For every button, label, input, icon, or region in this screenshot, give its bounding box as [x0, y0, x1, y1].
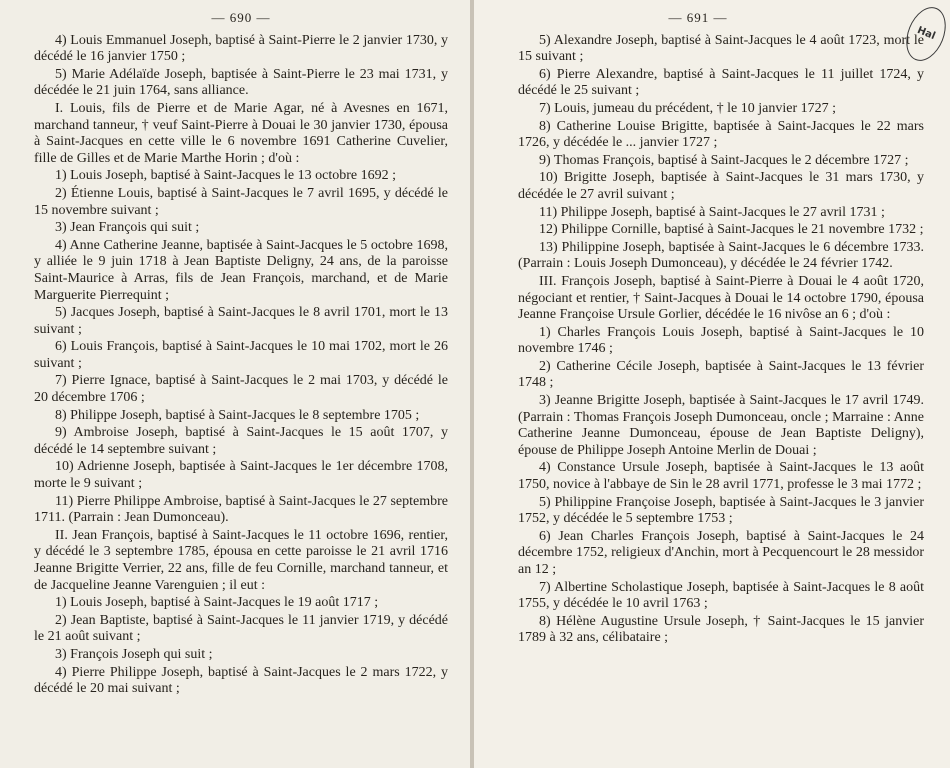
paragraph: 5) Jacques Joseph, baptisé à Saint-Jacques le 8 avril 1701, mort le 13 suivant ;: [34, 305, 448, 337]
paragraph: 10) Adrienne Joseph, baptisée à Saint-Jacques le 1er décembre 1708, morte le 9 suivant ;: [34, 459, 448, 492]
page-number-right: — 691 —: [668, 10, 728, 25]
paragraph: 2) Jean Baptiste, baptisé à Saint-Jacques le 11 janvier 1719, y décédé le 21 août suivant ;: [34, 612, 448, 645]
paragraph: 1) Louis Joseph, baptisé à Saint-Jacques le 13 octobre 1692 ;: [55, 168, 396, 184]
paragraph: 3) Jeanne Brigitte Joseph, baptisée à Saint-Jacques le 17 avril 1749. (Parrain : Thomas François Joseph Dumonceau, oncle ; Marraine : Anne Catherine Jeanne Dumonceau, épouse de Jean Baptiste Deligny), épouse de Philippe Joseph Antoine Merlin de Douai ;: [518, 393, 924, 458]
paragraph: 6) Louis François, baptisé à Saint-Jacques le 10 mai 1702, mort le 26 suivant ;: [34, 339, 448, 371]
page-number-left: — 690 —: [211, 10, 271, 25]
paragraph: 5) Marie Adélaïde Joseph, baptisée à Saint-Pierre le 23 mai 1731, y décédée le 21 juin 1764, sans alliance.: [34, 66, 448, 99]
paragraph: 5) Philippine Françoise Joseph, baptisée à Saint-Jacques le 3 janvier 1752, y décédée le 5 septembre 1753 ;: [518, 494, 924, 527]
paragraph: 13) Philippine Joseph, baptisée à Saint-Jacques le 6 décembre 1733. (Parrain : Louis Joseph Dumonceau), y décédée le 24 février 1742.: [518, 239, 924, 272]
paragraph: 4) Anne Catherine Jeanne, baptisée à Saint-Jacques le 5 octobre 1698, y alliée le 9 juin 1718 à Jean Baptiste Deligny, 24 ans, de la paroisse Saint-Maurice à Arras, fils de Jean François, marchand, et de Marie Marguerite Pierrequint ;: [34, 237, 448, 303]
paragraph: 6) Pierre Alexandre, baptisé à Saint-Jacques le 11 juillet 1724, y décédé le 25 suivant ;: [518, 66, 924, 99]
paragraph: 8) Hélène Augustine Ursule Joseph, † Saint-Jacques le 15 janvier 1789 à 32 ans, célibataire ;: [518, 613, 924, 646]
right-page: [474, 0, 950, 768]
paragraph: 5) Alexandre Joseph, baptisé à Saint-Jacques le 4 août 1723, mort le 15 suivant ;: [518, 32, 924, 65]
paragraph: 7) Louis, jumeau du précédent, † le 10 janvier 1727 ;: [539, 100, 837, 116]
paragraph: 3) François Joseph qui suit ;: [55, 646, 213, 662]
paragraph: 11) Pierre Philippe Ambroise, baptisé à Saint-Jacques le 27 septembre 1711. (Parrain : Jean Dumonceau).: [34, 493, 448, 526]
paragraph: 1) Louis Joseph, baptisé à Saint-Jacques le 19 août 1717 ;: [55, 595, 379, 611]
paragraph: III. François Joseph, baptisé à Saint-Pierre à Douai le 4 août 1720, négociant et rentier, † Saint-Jacques à Douai le 14 octobre 1790, épousa Jeanne Françoise Ursule Gorlier, décédée le 16 nivôse an 6 ; d'où :: [518, 273, 924, 323]
paragraph: 9) Thomas François, baptisé à Saint-Jacques le 2 décembre 1727 ;: [539, 152, 909, 168]
paragraph: I. Louis, fils de Pierre et de Marie Agar, né à Avesnes en 1671, marchand tanneur, † veuf Saint-Pierre à Douai le 30 janvier 1730, épousa à Saint-Jacques en cette ville le 6 novembre 1691 Catherine Cuvelier, fille de Gilles et de Marie Marthe Horin ; d'où :: [34, 100, 448, 166]
paragraph: 4) Louis Emmanuel Joseph, baptisé à Saint-Pierre le 2 janvier 1730, y décédé le 16 janvier 1750 ;: [34, 32, 448, 65]
paragraph: 2) Catherine Cécile Joseph, baptisée à Saint-Jacques le 13 février 1748 ;: [518, 358, 924, 391]
paragraph: 9) Ambroise Joseph, baptisé à Saint-Jacques le 15 août 1707, y décédé le 14 septembre suivant ;: [34, 425, 448, 457]
left-page: [0, 0, 470, 768]
library-stamp: Hal: [899, 1, 950, 66]
paragraph: 7) Albertine Scholastique Joseph, baptisée à Saint-Jacques le 8 août 1755, y décédée le 10 avril 1763 ;: [518, 579, 924, 612]
paragraph: 1) Charles François Louis Joseph, baptisé à Saint-Jacques le 10 novembre 1746 ;: [518, 324, 924, 357]
paragraph: 12) Philippe Cornille, baptisé à Saint-Jacques le 21 novembre 1732 ;: [539, 222, 924, 238]
paragraph: 8) Philippe Joseph, baptisé à Saint-Jacques le 8 septembre 1705 ;: [55, 407, 420, 423]
paragraph: 8) Catherine Louise Brigitte, baptisée à Saint-Jacques le 22 mars 1726, y décédée le ... janvier 1727 ;: [518, 118, 924, 151]
paragraph: II. Jean François, baptisé à Saint-Jacques le 11 octobre 1696, rentier, y décédé le 3 septembre 1785, épousa en cette paroisse le 21 avril 1716 Jeanne Brigitte Verrier, 22 ans, fille de feu Cornille, marchand tanneur, et de Jacqueline Jeanne Varenguien ; il eut :: [34, 527, 448, 593]
paragraph: 6) Jean Charles François Joseph, baptisé à Saint-Jacques le 24 décembre 1752, religieux d'Anchin, mort à Pecquencourt le 28 messidor an 12 ;: [518, 528, 924, 577]
paragraph: 3) Jean François qui suit ;: [55, 220, 200, 236]
paragraph: 10) Brigitte Joseph, baptisée à Saint-Jacques le 31 mars 1730, y décédée le 27 avril suivant ;: [518, 170, 924, 202]
paragraph: 7) Pierre Ignace, baptisé à Saint-Jacques le 2 mai 1703, y décédé le 20 décembre 1706 ;: [34, 373, 448, 406]
paragraph: 4) Constance Ursule Joseph, baptisée à Saint-Jacques le 13 août 1750, novice à l'abbaye de Sin le 28 avril 1771, professe le 3 mai 1772 ;: [518, 460, 924, 493]
paragraph: 2) Étienne Louis, baptisé à Saint-Jacques le 7 avril 1695, y décédé le 15 novembre suivant ;: [34, 185, 448, 218]
paragraph: 4) Pierre Philippe Joseph, baptisé à Saint-Jacques le 2 mars 1722, y décédé le 20 mai suivant ;: [34, 664, 448, 697]
paragraph: 11) Philippe Joseph, baptisé à Saint-Jacques le 27 avril 1731 ;: [539, 204, 885, 220]
